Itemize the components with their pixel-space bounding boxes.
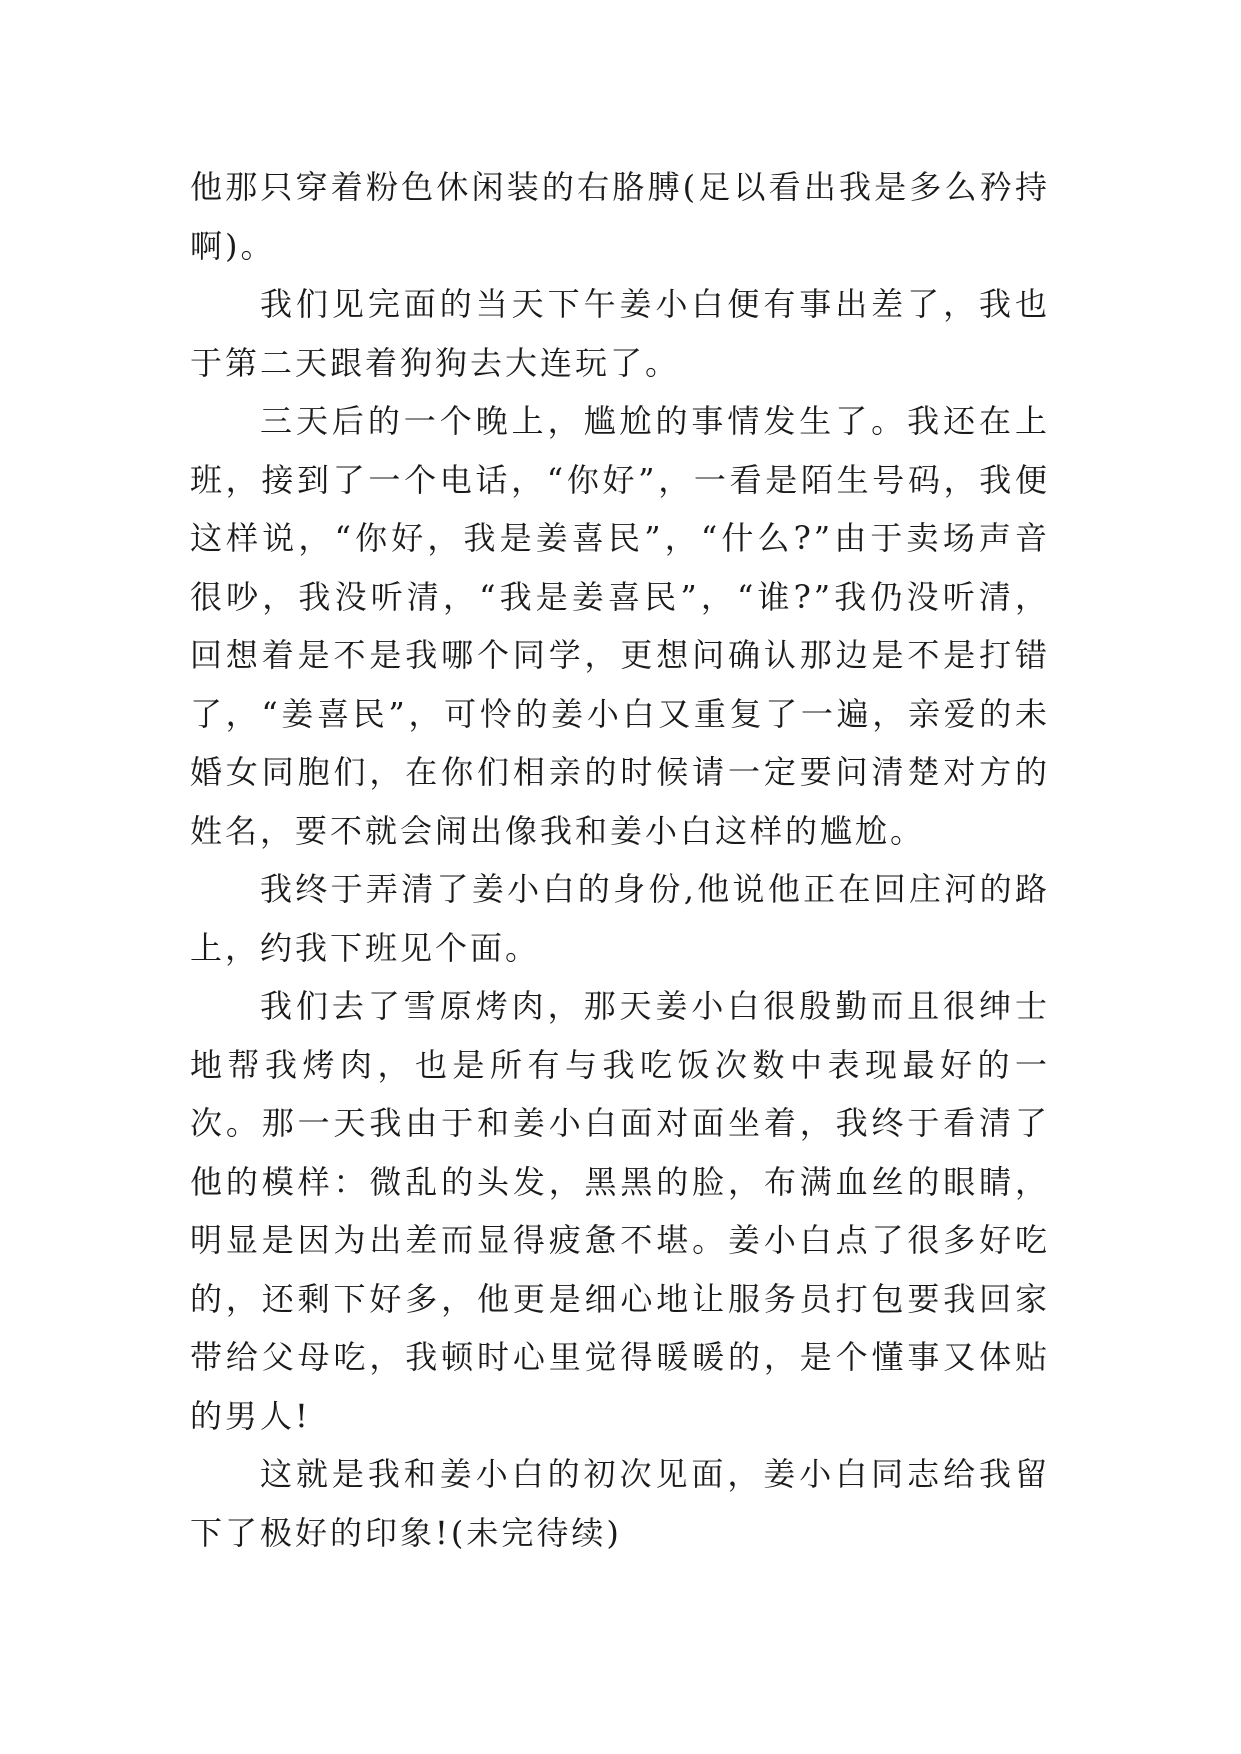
paragraph-2: 我们见完面的当天下午姜小白便有事出差了，我也于第二天跟着狗狗去大连玩了。 — [190, 285, 1050, 382]
document-body — [190, 158, 1050, 1562]
paragraph-4: 我终于弄清了姜小白的身份,他说他正在回庄河的路上，约我下班见个面。 — [190, 870, 1050, 967]
paragraph-1: 他那只穿着粉色休闲装的右胳膊(足以看出我是多么矜持啊)。 — [190, 168, 1050, 265]
paragraph-5: 我们去了雪原烤肉，那天姜小白很殷勤而且很绅士地帮我烤肉，也是所有与我吃饭次数中表现最好的一次。那一天我由于和姜小白面对面坐着，我终于看清了他的模样：微乱的头发，黑黑的脸，布满血丝的眼睛，明显是因为出差而显得疲惫不堪。姜小白点了很多好吃的，还剩下好多，他更是细心地让服务员打包要我回家带给父母吃，我顿时心里觉得暖暖的，是个懂事又体贴的男人! — [190, 987, 1050, 1435]
paragraph-6: 这就是我和姜小白的初次见面，姜小白同志给我留下了极好的印象!(未完待续) — [190, 1455, 1050, 1552]
paragraph-3: 三天后的一个晚上，尴尬的事情发生了。我还在上班，接到了一个电话，“你好”，一看是陌生号码，我便这样说，“你好，我是姜喜民”，“什么?”由于卖场声音很吵，我没听清，“我是姜喜民”，“谁?”我仍没听清，回想着是不是我哪个同学，更想问确认那边是不是打错了，“姜喜民”，可怜的姜小白又重复了一遍，亲爱的未婚女同胞们，在你们相亲的时候请一定要问清楚对方的姓名，要不就会闹出像我和姜小白这样的尴尬。 — [190, 402, 1050, 850]
